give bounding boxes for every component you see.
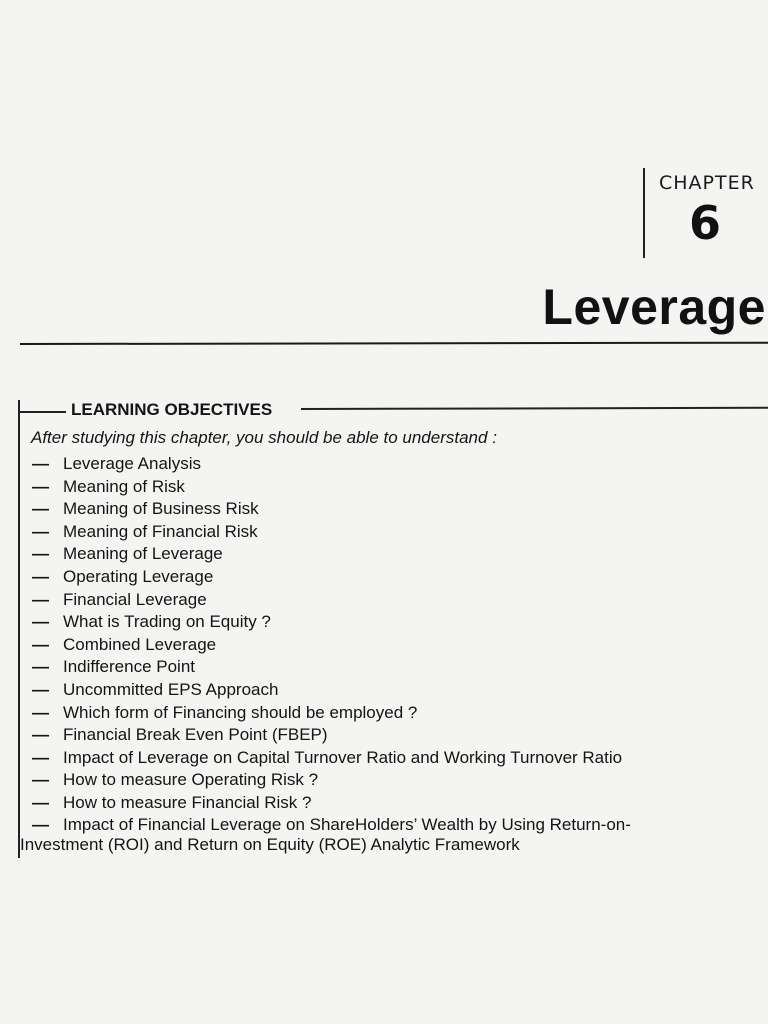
objectives-intro: After studying this chapter, you should be able to understand : (31, 428, 497, 447)
dash-bullet: — (32, 566, 49, 586)
list-item (20, 747, 768, 770)
dash-bullet: — (32, 634, 49, 654)
list-item-text: Leverage Analysis (63, 454, 201, 473)
chapter-box (643, 168, 768, 258)
chapter-title: Leverage (542, 279, 766, 335)
list-item (20, 611, 768, 634)
list-item (20, 769, 768, 792)
chapter-label: CHAPTER (659, 172, 755, 194)
dash-bullet: — (32, 544, 49, 564)
learning-objectives-heading: LEARNING OBJECTIVES (71, 400, 273, 419)
chapter-number: 6 (689, 196, 722, 250)
list-item-text: Indifference Point (63, 657, 195, 677)
list-item-text: Financial Break Even Point (FBEP) (63, 725, 328, 745)
list-item (20, 679, 768, 702)
list-item-text: Operating Leverage (63, 566, 214, 586)
list-item-text-line1: Impact of Financial Leverage on ShareHolders’ Wealth by Using Return-on- (63, 814, 631, 834)
dash-bullet: — (32, 454, 49, 473)
list-item-text: Combined Leverage (63, 634, 217, 654)
list-item-text-line2: Investment (ROI) and Return on Equity (ROE) Analytic Framework (20, 834, 520, 854)
list-item-text: Meaning of Business Risk (63, 499, 259, 519)
dash-bullet: — (32, 792, 49, 812)
list-item (20, 589, 768, 612)
list-item-text: Meaning of Leverage (63, 544, 223, 564)
list-item (20, 453, 768, 476)
list-item (20, 634, 768, 657)
list-item-text (20, 814, 766, 855)
list-item (20, 724, 768, 747)
list-item (20, 815, 768, 857)
heading-rule-left (20, 411, 66, 413)
list-item (20, 792, 768, 815)
list-item-text: Financial Leverage (63, 589, 207, 609)
list-item-text: Which form of Financing should be employed ? (63, 702, 418, 722)
objectives-list (20, 453, 768, 857)
dash-bullet: — (32, 702, 49, 722)
list-item-text: Meaning of Risk (63, 476, 185, 496)
heading-rule-right (301, 407, 768, 410)
dash-bullet: — (32, 725, 49, 745)
list-item (20, 498, 768, 521)
list-item (20, 543, 768, 566)
list-item-text: How to measure Financial Risk ? (63, 792, 312, 812)
learning-objectives-box (18, 400, 768, 858)
list-item (20, 476, 768, 499)
list-item-text: How to measure Operating Risk ? (63, 770, 319, 790)
dash-bullet: — (32, 589, 49, 609)
list-item-text: Meaning of Financial Risk (63, 521, 258, 541)
dash-bullet: — (32, 770, 49, 790)
list-item (20, 521, 768, 544)
dash-bullet: — (32, 499, 49, 519)
dash-bullet: — (32, 814, 49, 834)
dash-bullet: — (32, 476, 49, 496)
list-item (20, 702, 768, 725)
dash-bullet: — (32, 679, 49, 699)
dash-bullet: — (32, 521, 49, 541)
dash-bullet: — (32, 657, 49, 677)
list-item (20, 566, 768, 589)
title-divider (20, 342, 768, 345)
list-item-text: What is Trading on Equity ? (63, 612, 271, 632)
list-item-text: Uncommitted EPS Approach (63, 679, 279, 699)
dash-bullet: — (32, 612, 49, 632)
list-item-text: Impact of Leverage on Capital Turnover Ratio and Working Turnover Ratio (63, 747, 623, 767)
dash-bullet: — (32, 747, 49, 767)
list-item (20, 656, 768, 679)
